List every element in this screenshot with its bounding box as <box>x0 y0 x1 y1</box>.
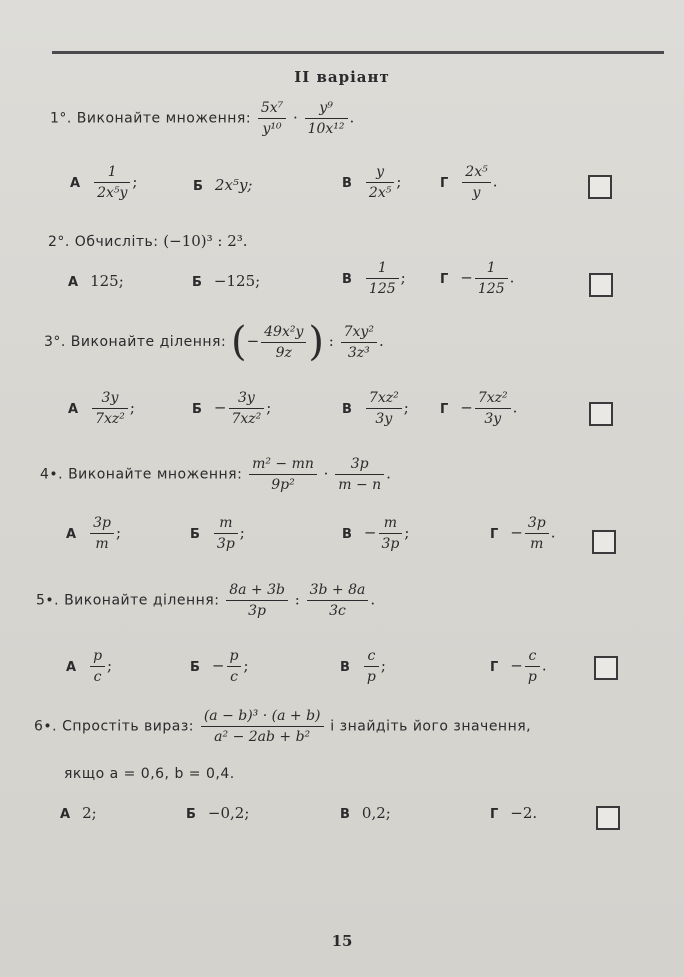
variant-title: II варіант <box>294 68 390 86</box>
q2-option-g[interactable]: Г − $\frac{1}{125}$ . <box>440 260 515 297</box>
q3-option-a[interactable]: А $\frac{3y}{\text{7xz²}}$ ; <box>68 390 135 427</box>
page-number: 15 <box>331 932 353 950</box>
question-4-label: 4•. Виконайте множення: <box>40 466 243 483</box>
q3-option-v[interactable]: В $\frac{\text{7xz²}}{3y}$ ; <box>342 390 409 427</box>
q5-fraction-2: $\frac{3b + 8a}{3c}$ <box>307 582 369 619</box>
question-5: 5•. Виконайте ділення: $\frac{8a + 3b}{3p}$ : $\frac{3b + 8a}{3c}$ . <box>36 582 376 619</box>
q1-fraction-1: $\frac{\text{5x⁷}}{\text{y¹⁰}}$ <box>258 100 286 137</box>
q5-option-v[interactable]: В $\frac{c}{p}$ ; <box>340 648 386 685</box>
question-5-label: 5•. Виконайте ділення: <box>36 592 220 609</box>
q3-fraction-1: $\frac{\text{49x²y}}{9z}$ <box>261 324 306 361</box>
question-3-label: 3°. Виконайте ділення: <box>44 334 227 350</box>
q5-option-a[interactable]: А $\frac{p}{c}$ ; <box>66 648 113 685</box>
question-4: 4•. Виконайте множення: $\frac{\text{m² − mn}}{\text{9p²}}$ · $\frac{3p}{m - n}$ . <box>40 456 391 493</box>
q5-fraction-1: $\frac{8a + 3b}{3p}$ <box>226 582 288 619</box>
q3-answer-checkbox[interactable] <box>589 402 613 426</box>
q6-fraction: $\frac{\text{(a − b)³ · (a + b)}}{\text{a² − 2ab + b²}}$ <box>201 708 324 745</box>
question-3: 3°. Виконайте ділення: (− $\frac{\text{49x²y}}{9z}$ ) : $\frac{\text{7xy²}}{\text{3z³}}$ . <box>44 319 384 365</box>
q4-fraction-2: $\frac{3p}{m - n}$ <box>335 456 384 493</box>
q4-option-g[interactable]: Г − $\frac{3p}{m}$ . <box>490 515 556 552</box>
q1-option-v[interactable]: В $\frac{y}{\text{2x⁵}}$ ; <box>342 164 402 201</box>
question-6-label: 6•. Спростіть вираз: <box>34 718 195 735</box>
q6-option-v[interactable]: В 0,2; <box>340 804 391 822</box>
question-6-condition: якщо a = 0,6, b = 0,4. <box>64 766 235 782</box>
q1-option-g[interactable]: Г $\frac{\text{2x⁵}}{y}$ . <box>440 164 498 201</box>
q5-option-b[interactable]: Б − $\frac{p}{c}$ ; <box>190 648 249 685</box>
q4-option-a[interactable]: А $\frac{3p}{m}$ ; <box>66 515 121 552</box>
top-rule <box>52 51 664 54</box>
q2-option-v[interactable]: В $\frac{1}{125}$ ; <box>342 260 406 297</box>
q3-option-b[interactable]: Б − $\frac{3y}{\text{7xz²}}$ ; <box>192 390 272 427</box>
q2-option-a[interactable]: А 125; <box>68 272 124 290</box>
q4-answer-checkbox[interactable] <box>592 530 616 554</box>
question-6-continuation: і знайдіть його значення, <box>330 718 532 735</box>
q6-answer-checkbox[interactable] <box>596 806 620 830</box>
q4-option-v[interactable]: В − $\frac{m}{3p}$ ; <box>342 515 410 552</box>
q1-option-a[interactable]: А $\frac{1}{\text{2x⁵y}}$ ; <box>70 164 138 201</box>
question-1: 1°. Виконайте множення: $\frac{\text{5x⁷}}{\text{y¹⁰}}$ · $\frac{\text{y⁹}}{\text{10x¹²}}$ . <box>50 100 355 137</box>
q1-answer-checkbox[interactable] <box>588 175 612 199</box>
q4-fraction-1: $\frac{\text{m² − mn}}{\text{9p²}}$ <box>249 456 317 493</box>
q6-option-g[interactable]: Г −2. <box>490 804 538 822</box>
q1-option-b[interactable]: Б 2x⁵y; <box>193 176 253 194</box>
question-2: 2°. Обчисліть: (−10)³ : 2³. <box>48 232 248 250</box>
question-2-label: 2°. Обчисліть: <box>48 234 159 250</box>
q6-option-a[interactable]: А 2; <box>60 804 97 822</box>
q3-option-g[interactable]: Г − $\frac{\text{7xz²}}{3y}$ . <box>440 390 518 427</box>
q2-answer-checkbox[interactable] <box>589 273 613 297</box>
q2-option-b[interactable]: Б −125; <box>192 272 261 290</box>
q5-answer-checkbox[interactable] <box>594 656 618 680</box>
q6-option-b[interactable]: Б −0,2; <box>186 804 250 822</box>
q1-fraction-2: $\frac{\text{y⁹}}{\text{10x¹²}}$ <box>305 100 348 137</box>
q5-option-g[interactable]: Г − $\frac{c}{p}$ . <box>490 648 547 685</box>
question-1-label: 1°. Виконайте множення: <box>50 110 252 127</box>
question-6 <box>34 708 531 745</box>
q3-fraction-2: $\frac{\text{7xy²}}{\text{3z³}}$ <box>341 324 377 361</box>
q4-option-b[interactable]: Б $\frac{m}{3p}$ ; <box>190 515 245 552</box>
